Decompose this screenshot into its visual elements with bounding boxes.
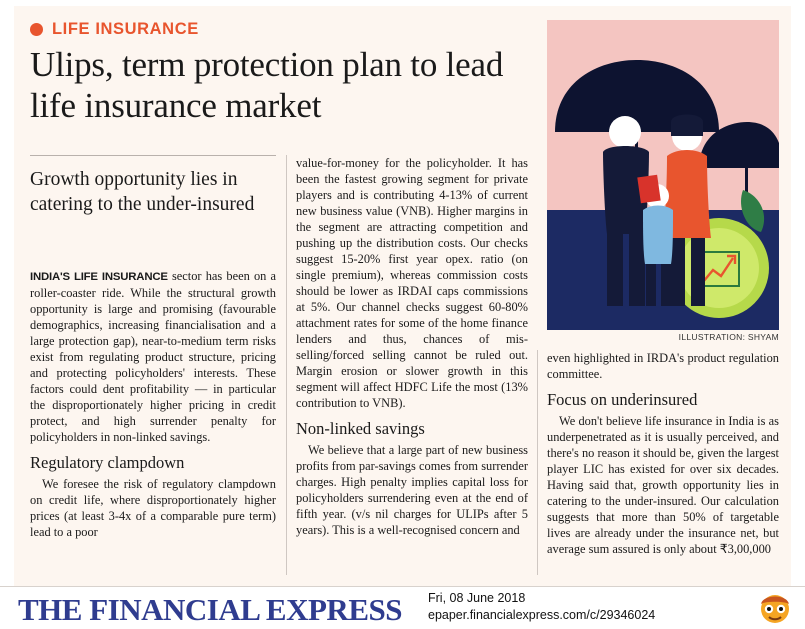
page-top-margin bbox=[0, 0, 805, 6]
section-kicker bbox=[30, 20, 199, 39]
standfirst: Growth opportunity lies in catering to the under-insured bbox=[30, 169, 255, 216]
footer-date: Fri, 08 June 2018 bbox=[428, 591, 526, 605]
page-left-margin bbox=[0, 0, 14, 586]
paragraph-text: sector has been on a roller-coaster ride. While the structural growth opportunity is large and promising (favourable demographics, increasing financialisation and a large protection gap), near-to-medium term risks exist from regulating product structure, pricing and protecting policyholders' interests. These factors could dent profitability — in particular the disproportionately higher pricing in credit protect, and high surrender penalty for policyholders in non-linked savings. bbox=[30, 269, 276, 444]
subheading-non-linked-savings: Non-linked savings bbox=[296, 419, 425, 438]
subheading-focus-on-underinsured: Focus on underinsured bbox=[547, 390, 698, 409]
lead-in-text: INDIA'S LIFE INSURANCE bbox=[30, 271, 168, 283]
page-right-margin bbox=[791, 0, 805, 586]
mascot-face-icon bbox=[755, 588, 795, 628]
illustration-credit: ILLUSTRATION: SHYAM bbox=[678, 332, 779, 342]
paragraph: We foresee the risk of regulatory clampdown on credit life, where disproportionately higher prices (at least 3-4x of a comparable pure term) lead to a poor bbox=[30, 476, 276, 539]
article-column-3 bbox=[547, 350, 779, 557]
article-illustration bbox=[547, 20, 779, 330]
column-divider-1 bbox=[286, 155, 287, 575]
headline-divider bbox=[30, 155, 276, 156]
paragraph bbox=[30, 268, 276, 445]
column-divider-2 bbox=[537, 350, 538, 575]
paragraph: We believe that a large part of new business profits from par-savings comes from surrender charges. High penalty implies capital loss for policyholders surrendering even at the end of fifth year. (v/s nil charges for ULIPs after 5 years). This is a well-recognised concern and bbox=[296, 442, 528, 537]
article-column-2 bbox=[296, 155, 528, 538]
illustration-graphic bbox=[547, 20, 779, 330]
footer-url[interactable]: epaper.financialexpress.com/c/29346024 bbox=[428, 608, 656, 622]
masthead-logo: THE FINANCIAL EXPRESS bbox=[18, 592, 402, 627]
paragraph: value-for-money for the policyholder. It has been the fastest growing segment for private players and is contributing 4-13% of current new business value (VNB). Higher margins in the segment are attracting competition and pushing up the distribution costs. Our checks suggest 15-20% first year opex. ratio (on single premium), whereas commission costs should be lower as IRDAI caps commissions at 5%. Our channel checks suggest 60-80% attachment rates for some of the home finance lenders and thus, chances of mis-selling/forced selling cannot be ruled out. Margin erosion or slower growth in this segment will affect HDFC Life the most (13% contribution to VNB). bbox=[296, 156, 528, 410]
kicker-label: LIFE INSURANCE bbox=[52, 20, 199, 38]
paragraph: even highlighted in IRDA's product regulation committee. bbox=[547, 351, 779, 381]
bullet-dot-icon bbox=[30, 23, 43, 36]
subheading-regulatory-clampdown: Regulatory clampdown bbox=[30, 452, 185, 472]
article-column-1 bbox=[30, 268, 276, 540]
page-title: Ulips, term protection plan to lead life insurance market bbox=[30, 45, 504, 126]
paragraph: We don't believe life insurance in India is as underpenetrated as it is usually perceived, and there's no reason it should be, given the largest player LIC has existed for over six decades. Having said that, growth opportunity lies in catering to the under-insured. Our calculation suggests that more than 50% of targetable lives are already under the insurance net, but average sum assured is only about ₹3,00,000 bbox=[547, 413, 779, 556]
